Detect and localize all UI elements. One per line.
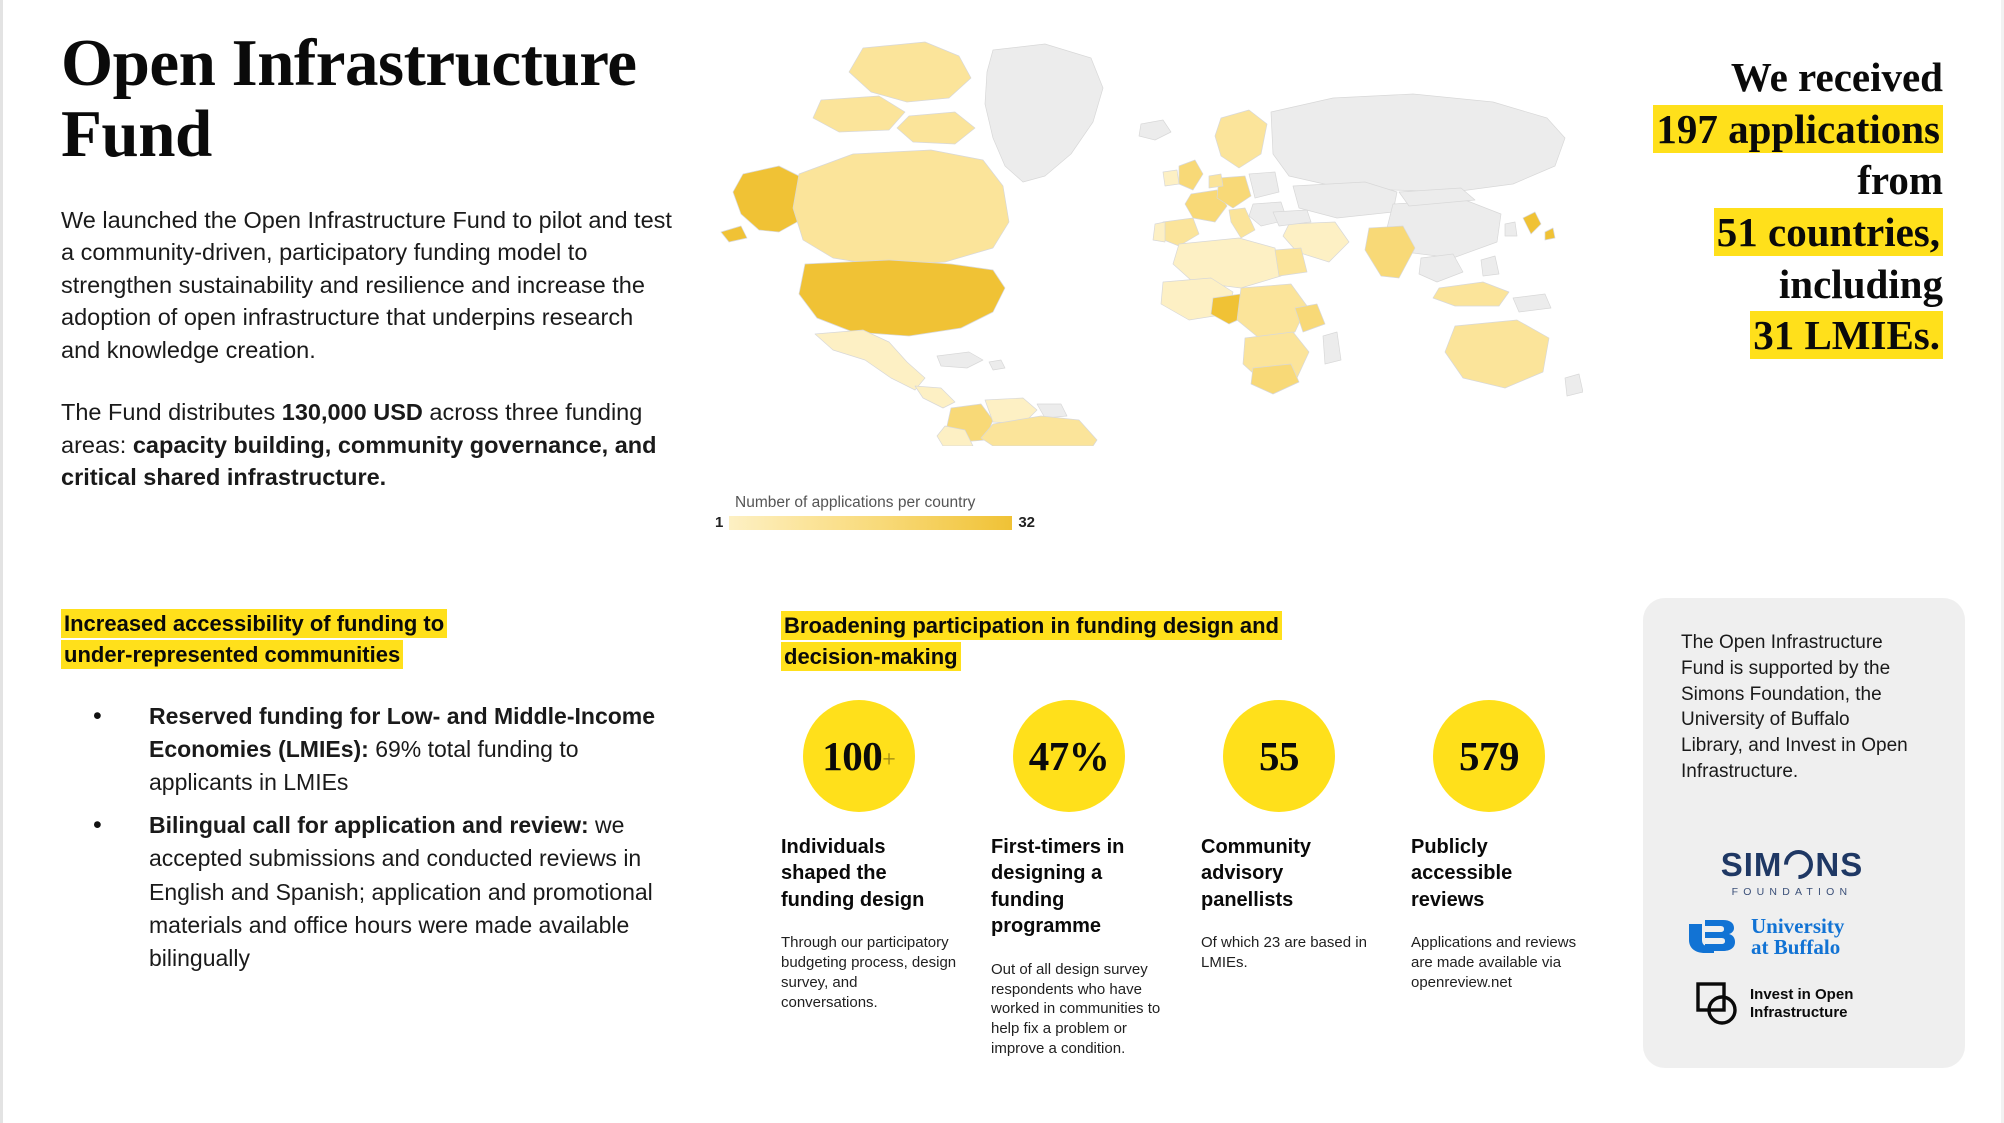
intro-p2-text-2: across three funding areas: bbox=[61, 399, 643, 458]
intro-p2-bold-areas: capacity building, community governance, and critical shared infrastructure. bbox=[61, 431, 657, 490]
bullet-1-bold: Reserved funding for Low- and Middle-Income Economies (LMIEs): bbox=[149, 703, 656, 763]
stat-circle bbox=[803, 700, 915, 812]
country-kenya bbox=[1295, 304, 1325, 332]
country-new-zealand bbox=[1565, 374, 1583, 396]
simons-wordmark bbox=[1721, 848, 1864, 881]
stat-description: Applications and reviews are made available via openreview.net bbox=[1411, 934, 1577, 992]
ub-line-1: University bbox=[1751, 914, 1845, 938]
country-egypt bbox=[1275, 248, 1307, 276]
simons-subtitle: FOUNDATION bbox=[1731, 886, 1853, 898]
country-ireland bbox=[1163, 170, 1179, 186]
accessibility-heading-line-1: Increased accessibility of funding to bbox=[61, 609, 447, 638]
hero-statistic bbox=[1613, 52, 1943, 362]
country-mexico bbox=[815, 330, 925, 390]
country-australia bbox=[1445, 320, 1549, 388]
ub-monogram-svg bbox=[1687, 918, 1745, 956]
world-choropleth-map bbox=[693, 26, 1583, 446]
country-india bbox=[1365, 226, 1415, 278]
country-canada bbox=[793, 150, 1009, 266]
bullet-2-text: we accepted submissions and conducted reviews in English and Spanish; application and promotional materials and office hours were made available bilingually bbox=[149, 812, 653, 971]
ioi-mark-svg bbox=[1695, 981, 1741, 1027]
stat-description: Out of all design survey respondents who have worked in communities to help fix a problem or improve a condition. bbox=[991, 960, 1161, 1058]
map-legend-scale bbox=[715, 514, 1035, 531]
stat-card-panellists bbox=[1201, 700, 1377, 1059]
bullet-2-bold: Bilingual call for application and review: bbox=[149, 812, 589, 839]
supporter-logos bbox=[1681, 848, 1931, 1027]
intro-paragraph-2 bbox=[61, 396, 676, 493]
hero-lmies-highlight: 31 LMIEs. bbox=[1750, 311, 1943, 359]
country-southeast-asia bbox=[1419, 254, 1463, 282]
participation-section-heading bbox=[781, 610, 1361, 672]
stat-card-reviews bbox=[1411, 700, 1587, 1059]
map-svg bbox=[693, 26, 1583, 446]
country-indonesia bbox=[1433, 282, 1509, 306]
accessibility-section-heading bbox=[61, 608, 511, 670]
ioi-line-2: Infrastructure bbox=[1750, 1003, 1848, 1021]
country-portugal bbox=[1153, 222, 1165, 242]
supporters-card bbox=[1643, 598, 1965, 1068]
map-legend bbox=[715, 494, 1035, 531]
stat-title: Community advisory panellists bbox=[1201, 836, 1311, 911]
list-item bbox=[65, 700, 685, 799]
stat-number: 100 bbox=[822, 732, 883, 779]
list-item bbox=[65, 809, 685, 975]
country-central-america bbox=[915, 386, 955, 408]
stat-number: 47% bbox=[1028, 732, 1110, 779]
ub-monogram-icon bbox=[1687, 918, 1745, 956]
stat-description: Of which 23 are based in LMIEs. bbox=[1201, 934, 1367, 972]
country-netherlands bbox=[1209, 174, 1223, 188]
country-madagascar bbox=[1323, 332, 1341, 364]
invest-in-open-infrastructure-logo bbox=[1695, 981, 1931, 1027]
hero-applications-highlight: 197 applications bbox=[1653, 105, 1943, 153]
participation-heading-line-1: Broadening participation in funding design and bbox=[781, 611, 1282, 640]
country-philippines bbox=[1481, 256, 1499, 276]
simons-word-right: NS bbox=[1815, 846, 1864, 883]
country-greenland bbox=[985, 44, 1103, 182]
participation-heading-line-2: decision-making bbox=[781, 642, 961, 671]
stat-circle bbox=[1223, 700, 1335, 812]
bullet-1-text: 69% total funding to applicants in LMIEs bbox=[149, 736, 579, 796]
intro-p2-text-1: The Fund distributes bbox=[61, 399, 282, 426]
country-poland bbox=[1249, 172, 1279, 198]
intro-column bbox=[61, 28, 676, 517]
page-title: Open Infrastructure Fund bbox=[61, 26, 637, 172]
ioi-square-circle-icon bbox=[1695, 981, 1741, 1027]
country-united-states bbox=[799, 260, 1005, 336]
country-united-kingdom bbox=[1179, 160, 1203, 190]
stat-circle bbox=[1013, 700, 1125, 812]
map-legend-min: 1 bbox=[715, 514, 724, 531]
country-papua-new-guinea bbox=[1513, 294, 1551, 312]
simons-o-ring-icon bbox=[1778, 844, 1819, 885]
country-south-africa bbox=[1251, 364, 1299, 394]
country-canada-arctic bbox=[813, 42, 975, 144]
stat-number: 579 bbox=[1459, 732, 1519, 779]
simons-word-left: SIM bbox=[1720, 846, 1783, 883]
country-iceland bbox=[1139, 120, 1171, 140]
accessibility-bullet-list bbox=[65, 700, 685, 985]
hero-line-1: We received bbox=[1730, 54, 1943, 100]
country-caribbean bbox=[937, 352, 1005, 370]
map-legend-label: Number of applications per country bbox=[735, 494, 976, 511]
stat-suffix: + bbox=[882, 747, 896, 773]
ub-wordmark bbox=[1751, 916, 1844, 959]
country-central-asia bbox=[1293, 182, 1397, 218]
hero-line-5: including bbox=[1778, 260, 1943, 307]
supporters-text: The Open Infrastructure Fund is supported by the Simons Foundation, the University of Buffalo Library, and Invest in Open Infrastructure. bbox=[1681, 632, 1908, 783]
accessibility-heading-line-2: under-represented communities bbox=[61, 640, 403, 669]
hero-line-3: from bbox=[1857, 157, 1943, 204]
statistics-row bbox=[781, 700, 1611, 1059]
university-at-buffalo-logo bbox=[1687, 916, 1931, 959]
country-scandinavia bbox=[1215, 110, 1267, 168]
map-legend-gradient-bar bbox=[729, 516, 1012, 530]
intro-paragraph-1: We launched the Open Infrastructure Fund to pilot and test a community-driven, participatory funding model to strengthen sustainability and resilience and increase the adoption of open infrastructure that underpins research and knowledge creation. bbox=[61, 207, 672, 363]
country-alaska bbox=[721, 166, 805, 242]
stat-title: Individuals shaped the funding design bbox=[781, 836, 925, 911]
hero-countries-highlight: 51 countries, bbox=[1714, 208, 1943, 256]
stat-number: 55 bbox=[1259, 732, 1299, 779]
stat-title: Publicly accessible reviews bbox=[1411, 836, 1513, 911]
ioi-wordmark bbox=[1750, 986, 1853, 1021]
country-korea bbox=[1505, 222, 1517, 236]
simons-foundation-logo bbox=[1699, 848, 1885, 898]
stat-card-individuals bbox=[781, 700, 957, 1059]
stat-description: Through our participatory budgeting process, design survey, and conversations. bbox=[781, 934, 957, 1011]
map-legend-max: 32 bbox=[1018, 514, 1035, 531]
country-japan bbox=[1523, 212, 1555, 240]
country-russia bbox=[1271, 94, 1565, 192]
stat-card-first-timers bbox=[991, 700, 1167, 1059]
intro-p2-bold-amount: 130,000 USD bbox=[281, 399, 423, 426]
ub-line-2: at Buffalo bbox=[1751, 935, 1841, 960]
stat-circle bbox=[1433, 700, 1545, 812]
ioi-line-1: Invest in Open bbox=[1750, 986, 1854, 1004]
stat-title: First-timers in designing a funding programme bbox=[991, 836, 1125, 938]
